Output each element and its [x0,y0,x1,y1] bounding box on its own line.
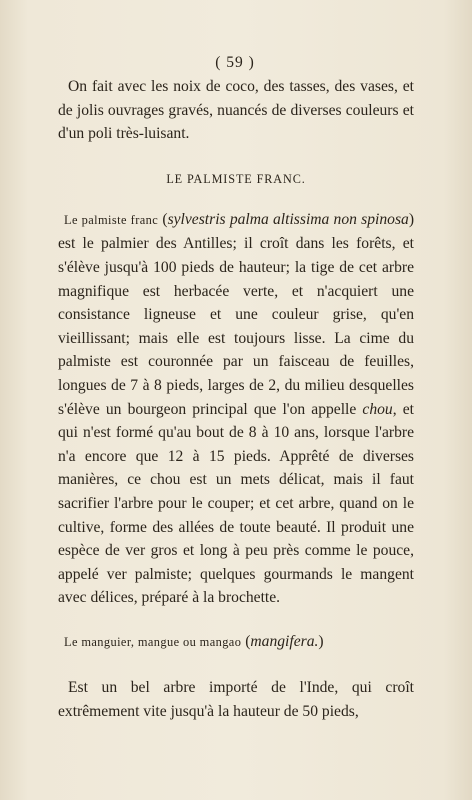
palmiste-paren-open: ( [158,210,168,228]
manguier-paren-open: ( [241,632,251,650]
section-title: LE PALMISTE FRANC. [166,171,306,186]
palmiste-latin-name: sylvestris palma altissima non spinosa [167,210,409,228]
manguier-latin-name: mangifera. [250,632,319,650]
palmiste-chou-term: chou [362,400,393,418]
palmiste-text-1: ) est le palmier des Antilles; il croît dans les forêts, et s'élève jusqu'à 100 pieds de hauteur; la tige de cet arbre magnifique est herbacée verte, et n'acquiert une consistance ligneuse et une couleur grise, qu'en vieillissant; mais elle est toujours lisse. La cime du palmiste est couronnée par un faisceau de feuilles, longues de 7 à 8 pieds, larges de 2, du milieu desquelles s'élève un bourgeon principal que l'on appelle [58,210,415,418]
palmiste-text-2: , et qui n'est formé qu'au bout de 8 à 10 ans, lorsque l'arbre n'a encore que 12 à 15 pieds. Apprêté de diverses manières, ce chou est un mets délicat, mais il faut sacrifier l'arbre pour le couper; et cet arbre, quand on le cultive, forme des allées de toute beauté. Il produit une espèce de ver gros et long à peu près comme le pouce, appelé ver palmiste; quelques gourmands le mangent avec délices, préparé à la brochette. [58,400,414,607]
manguier-heading [58,630,414,655]
palmiste-paragraph [58,208,414,610]
palmiste-lead: Le palmiste franc [64,212,159,227]
page-content [58,52,414,724]
manguier-paragraph: Est un bel arbre importé de l'Inde, qui croît extrêmement vite jusqu'à la hauteur de 50 pieds, [58,679,414,721]
intro-paragraph: On fait avec les noix de coco, des tasses, des vases, et de jolis ouvrages gravés, nuancés de diverses couleurs et d'un poli très-luisant. [58,78,414,143]
manguier-paren-close: ) [318,632,324,650]
page-number: ( 59 ) [215,54,255,71]
manguier-lead: Le manguier, mangue ou mangao [64,634,242,649]
